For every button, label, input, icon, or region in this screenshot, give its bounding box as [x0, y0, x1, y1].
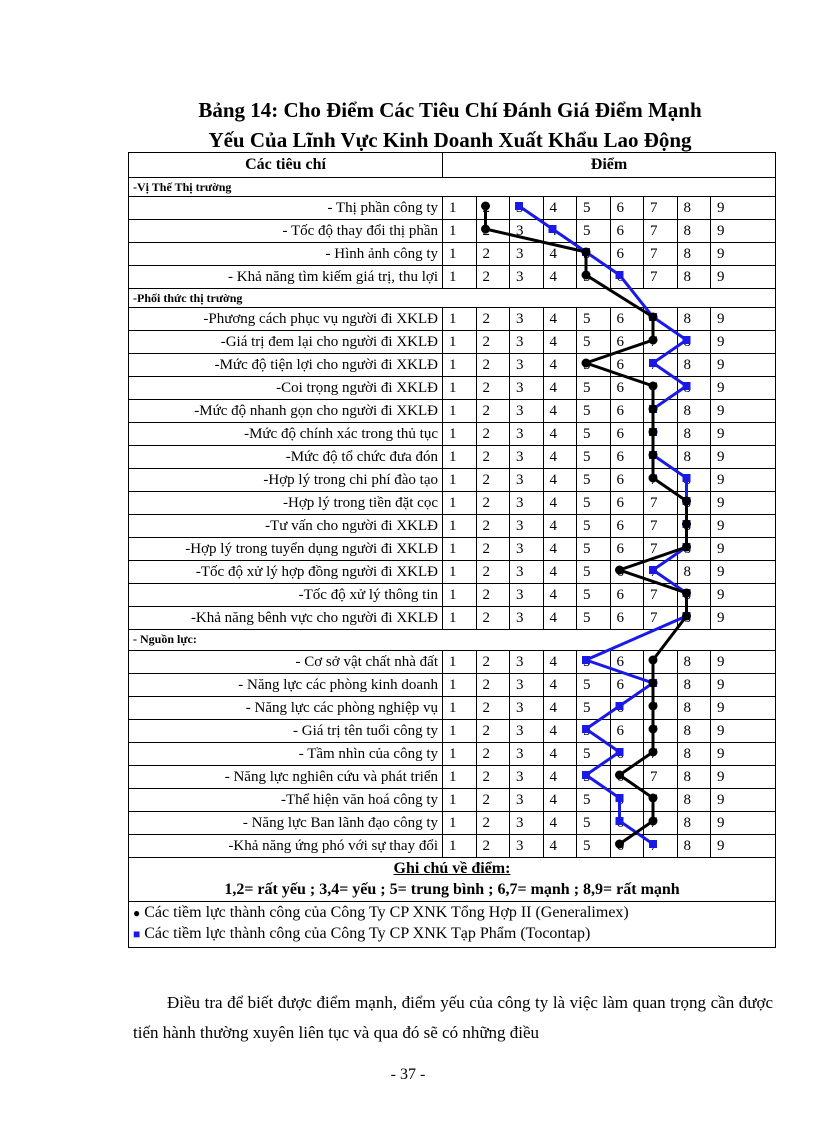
score-cell: 4 [544, 377, 578, 399]
score-cell: 8 [678, 743, 712, 765]
score-cell: 3 [510, 812, 544, 834]
score-cell: 2 [477, 538, 511, 560]
score-cell: 2 [477, 674, 511, 696]
score-cell: 9 [717, 518, 725, 534]
criterion-label: -Mức độ tiện lợi cho người đi XKLĐ [129, 354, 443, 376]
criterion-label: -Hợp lý trong tuyển dụng người đi XKLĐ [129, 538, 443, 560]
score-cell: 7 [644, 515, 678, 537]
score-cell: 8 [678, 835, 712, 857]
score-cell: 3 [510, 469, 544, 491]
score-cell: 5 [577, 469, 611, 491]
generalimex-point [582, 359, 591, 368]
score-cell: 8 [678, 812, 712, 834]
score-cell: 1 [443, 308, 477, 330]
score-cell: 2 [477, 812, 511, 834]
generalimex-point [481, 225, 490, 234]
score-cell: 4 [544, 561, 578, 583]
score-cell: 3 [510, 446, 544, 468]
score-cell: 1 [443, 492, 477, 514]
score-cell: 2 [477, 423, 511, 445]
tocontap-point [582, 656, 590, 664]
score-cell: 5 [577, 377, 611, 399]
generalimex-point [649, 748, 658, 757]
score-cell: 4 [544, 331, 578, 353]
score-cell: 6 [611, 469, 645, 491]
section-title: -Vị Thế Thị trường [129, 177, 775, 196]
score-cell: 8 [678, 354, 712, 376]
score-cell: 8 [678, 400, 712, 422]
score-cell: 6 [611, 308, 645, 330]
score-cell: 2 [477, 266, 511, 288]
criterion-label: -Mức độ tổ chức đưa đón [129, 446, 443, 468]
title-line-1: Bảng 14: Cho Điểm Các Tiêu Chí Đánh Giá Điểm Mạnh [198, 98, 702, 122]
score-cell: 2 [477, 354, 511, 376]
score-cell: 7 [644, 492, 678, 514]
tocontap-point [616, 748, 624, 756]
score-cell: 3 [510, 789, 544, 811]
score-cell: 6 [611, 354, 645, 376]
generalimex-point [649, 817, 658, 826]
tocontap-line [519, 206, 687, 844]
generalimex-point [649, 794, 658, 803]
score-cell: 8 [678, 220, 712, 242]
generalimex-point [649, 405, 658, 414]
score-cell: 1 [443, 651, 477, 673]
score-cell: 2 [477, 492, 511, 514]
score-cell: 1 [443, 835, 477, 857]
score-cell: 9 [717, 334, 725, 350]
score-cell: 6 [611, 243, 645, 265]
score-cell: 9 [717, 587, 725, 603]
tocontap-point [683, 474, 691, 482]
score-cell: 3 [510, 400, 544, 422]
score-cell: 1 [443, 720, 477, 742]
score-cell: 9 [717, 792, 725, 808]
score-cell: 6 [611, 400, 645, 422]
score-cell: 1 [443, 400, 477, 422]
score-cell: 5 [577, 697, 611, 719]
criterion-label: - Tốc độ thay đổi thị phần [129, 220, 443, 242]
score-cell: 3 [510, 243, 544, 265]
score-cell: 9 [717, 357, 725, 373]
score-cell: 3 [510, 674, 544, 696]
score-cell: 1 [443, 423, 477, 445]
generalimex-point [649, 336, 658, 345]
score-cell: 4 [544, 446, 578, 468]
score-cell: 3 [510, 492, 544, 514]
score-cell: 1 [443, 607, 477, 629]
generalimex-point [649, 656, 658, 665]
tocontap-point [549, 225, 557, 233]
score-cell: 7 [644, 220, 678, 242]
generalimex-point [682, 497, 691, 506]
page-number: - 37 - [390, 1066, 426, 1083]
score-cell: 8 [678, 720, 712, 742]
score-cell: 9 [717, 541, 725, 557]
score-cell: 7 [644, 243, 678, 265]
score-cell: 2 [477, 743, 511, 765]
score-cell: 5 [577, 220, 611, 242]
score-cell: 1 [443, 561, 477, 583]
score-cell: 9 [717, 746, 725, 762]
score-cell: 3 [510, 538, 544, 560]
score-cell: 1 [443, 584, 477, 606]
score-cell: 7 [644, 538, 678, 560]
score-cell: 9 [717, 564, 725, 580]
generalimex-point [615, 840, 624, 849]
score-cell: 9 [717, 380, 725, 396]
score-cell: 2 [477, 446, 511, 468]
score-cell: 4 [544, 584, 578, 606]
score-cell: 9 [717, 769, 725, 785]
criterion-label: -Phương cách phục vụ người đi XKLĐ [129, 308, 443, 330]
score-cell: 1 [443, 538, 477, 560]
score-cell: 7 [644, 607, 678, 629]
score-cell: 9 [717, 677, 725, 693]
score-cell: 3 [510, 584, 544, 606]
criterion-label: -Thể hiện văn hoá công ty [129, 789, 443, 811]
square-marker-icon: ■ [133, 927, 141, 941]
generalimex-point [649, 313, 658, 322]
score-cell: 8 [678, 243, 712, 265]
score-cell: 5 [577, 607, 611, 629]
score-cell: 4 [544, 243, 578, 265]
criterion-label: -Hợp lý trong tiền đặt cọc [129, 492, 443, 514]
score-cell: 2 [477, 561, 511, 583]
score-cell: 6 [611, 492, 645, 514]
score-cell: 1 [443, 515, 477, 537]
score-cell: 1 [443, 446, 477, 468]
generalimex-line [486, 206, 687, 844]
score-cell: 1 [443, 697, 477, 719]
score-cell: 9 [717, 838, 725, 854]
generalimex-point [682, 543, 691, 552]
score-cell: 9 [717, 472, 725, 488]
score-cell: 7 [644, 197, 678, 219]
criterion-label: -Tư vấn cho người đi XKLĐ [129, 515, 443, 537]
score-cell: 4 [544, 492, 578, 514]
criterion-label: -Khả năng ứng phó với sự thay đổi [129, 835, 443, 857]
score-cell: 8 [678, 766, 712, 788]
score-cell: 9 [717, 269, 725, 285]
score-cell: 8 [678, 423, 712, 445]
score-cell: 5 [577, 197, 611, 219]
score-cell: 4 [544, 743, 578, 765]
generalimex-point [649, 382, 658, 391]
score-cell: 9 [717, 654, 725, 670]
score-cell: 5 [577, 331, 611, 353]
score-cell: 7 [644, 266, 678, 288]
score-cell: 1 [443, 812, 477, 834]
score-cell: 1 [443, 377, 477, 399]
score-cell: 1 [443, 331, 477, 353]
score-cell: 2 [477, 377, 511, 399]
score-cell: 6 [611, 515, 645, 537]
score-cell: 9 [717, 200, 725, 216]
criteria-header: Các tiêu chí [129, 153, 443, 177]
score-cell: 4 [544, 469, 578, 491]
criterion-label: -Mức độ nhanh gọn cho người đi XKLĐ [129, 400, 443, 422]
criterion-label: -Mức độ chính xác trong thủ tục [129, 423, 443, 445]
criterion-label: - Năng lực các phòng kinh doanh [129, 674, 443, 696]
score-cell: 6 [611, 331, 645, 353]
score-cell: 9 [717, 426, 725, 442]
score-cell: 1 [443, 266, 477, 288]
generalimex-point [649, 451, 658, 460]
score-cell: 2 [477, 243, 511, 265]
score-cell: 9 [717, 223, 725, 239]
score-cell: 9 [717, 723, 725, 739]
score-cell: 4 [544, 607, 578, 629]
generalimex-point [682, 589, 691, 598]
score-cell: 3 [510, 835, 544, 857]
score-cell: 6 [611, 674, 645, 696]
section-title: - Nguồn lực: [129, 629, 775, 650]
criterion-label: - Năng lực Ban lãnh đạo công ty [129, 812, 443, 834]
score-cell: 8 [678, 446, 712, 468]
score-cell: 3 [510, 651, 544, 673]
score-header: Điểm [590, 156, 628, 173]
score-cell: 1 [443, 243, 477, 265]
tocontap-point [616, 271, 624, 279]
score-cell: 3 [510, 423, 544, 445]
score-cell: 6 [611, 423, 645, 445]
score-cell: 3 [510, 266, 544, 288]
score-cell: 2 [477, 720, 511, 742]
score-cell: 1 [443, 789, 477, 811]
score-cell: 2 [477, 515, 511, 537]
score-cell: 1 [443, 743, 477, 765]
score-cell: 3 [510, 561, 544, 583]
score-cell: 2 [477, 469, 511, 491]
score-cell: 5 [577, 400, 611, 422]
tocontap-point [649, 566, 657, 574]
score-cell: 6 [611, 446, 645, 468]
score-cell: 4 [544, 812, 578, 834]
score-cell: 1 [443, 674, 477, 696]
score-cell: 2 [477, 789, 511, 811]
score-cell: 5 [577, 835, 611, 857]
score-cell: 8 [678, 197, 712, 219]
criterion-label: - Thị phần công ty [129, 197, 443, 219]
score-cell: 4 [544, 766, 578, 788]
section-title: -Phối thức thị trường [129, 288, 775, 307]
score-cell: 9 [717, 403, 725, 419]
score-cell: 4 [544, 354, 578, 376]
body-paragraph: Điều tra để biết được điểm mạnh, điểm yếu của công ty là việc làm quan trọng cần được tiến hành thường xuyên liên tục và qua đó sẽ có những điều [133, 993, 773, 1042]
score-cell: 7 [644, 766, 678, 788]
criterion-label: - Giá trị tên tuổi công ty [129, 720, 443, 742]
score-cell: 2 [477, 607, 511, 629]
generalimex-point [649, 474, 658, 483]
note-text: 1,2= rất yếu ; 3,4= yếu ; 5= trung bình ; 6,7= mạnh ; 8,9= rất mạnh [224, 881, 680, 898]
legend-text: Các tiềm lực thành công của Công Ty CP XNK Tạp Phẩm (Tocontap) [144, 925, 591, 942]
score-cell: 9 [717, 610, 725, 626]
criterion-label: -Tốc độ xử lý thông tin [129, 584, 443, 606]
criterion-label: - Hình ảnh công ty [129, 243, 443, 265]
score-cell: 8 [678, 266, 712, 288]
score-cell: 3 [510, 331, 544, 353]
tocontap-point [616, 702, 624, 710]
score-cell: 4 [544, 400, 578, 422]
score-cell: 8 [678, 651, 712, 673]
score-cell: 6 [611, 538, 645, 560]
score-cell: 5 [577, 584, 611, 606]
score-cell: 9 [717, 815, 725, 831]
score-cell: 6 [611, 720, 645, 742]
score-cell: 5 [577, 674, 611, 696]
score-cell: 3 [510, 377, 544, 399]
tocontap-point [683, 336, 691, 344]
score-cell: 3 [510, 220, 544, 242]
score-cell: 4 [544, 538, 578, 560]
score-cell: 9 [717, 495, 725, 511]
score-cell: 3 [510, 697, 544, 719]
score-cell: 1 [443, 469, 477, 491]
generalimex-point [649, 702, 658, 711]
score-cell: 8 [678, 697, 712, 719]
score-cell: 3 [510, 766, 544, 788]
score-cell: 5 [577, 423, 611, 445]
tocontap-point [582, 725, 590, 733]
score-cell: 4 [544, 266, 578, 288]
generalimex-point [615, 566, 624, 575]
score-cell: 4 [544, 674, 578, 696]
score-cell: 6 [611, 220, 645, 242]
generalimex-point [649, 725, 658, 734]
score-cell: 4 [544, 789, 578, 811]
score-cell: 8 [678, 308, 712, 330]
criterion-label: -Khả năng bênh vực cho người đi XKLĐ [129, 607, 443, 629]
criterion-label: - Khả năng tìm kiếm giá trị, thu lợi [129, 266, 443, 288]
tocontap-point [616, 817, 624, 825]
tocontap-point [616, 794, 624, 802]
generalimex-point [649, 679, 658, 688]
criterion-label: -Giá trị đem lại cho người đi XKLĐ [129, 331, 443, 353]
score-cell: 9 [717, 700, 725, 716]
score-cell: 9 [717, 449, 725, 465]
generalimex-point [481, 202, 490, 211]
score-cell: 2 [477, 308, 511, 330]
score-cell: 9 [717, 246, 725, 262]
score-cell: 5 [577, 446, 611, 468]
score-cell: 4 [544, 197, 578, 219]
circle-marker-icon: ● [133, 906, 141, 920]
generalimex-point [682, 612, 691, 621]
score-cell: 5 [577, 743, 611, 765]
score-cell: 8 [678, 561, 712, 583]
score-cell: 2 [477, 766, 511, 788]
score-cell: 7 [644, 584, 678, 606]
tocontap-point [582, 771, 590, 779]
legend-text: Các tiềm lực thành công của Công Ty CP XNK Tổng Hợp II (Generalimex) [144, 904, 629, 921]
score-cell: 1 [443, 220, 477, 242]
score-cell: 4 [544, 423, 578, 445]
score-cell: 4 [544, 835, 578, 857]
score-cell: 6 [611, 197, 645, 219]
generalimex-point [582, 271, 591, 280]
score-cell: 5 [577, 308, 611, 330]
score-cell: 4 [544, 720, 578, 742]
score-cell: 1 [443, 354, 477, 376]
score-cell: 3 [510, 515, 544, 537]
generalimex-point [649, 428, 658, 437]
generalimex-point [682, 520, 691, 529]
criterion-label: -Tốc độ xử lý hợp đồng người đi XKLĐ [129, 561, 443, 583]
score-cell: 4 [544, 515, 578, 537]
score-cell: 6 [611, 377, 645, 399]
score-cell: 5 [577, 515, 611, 537]
score-cell: 4 [544, 308, 578, 330]
generalimex-point [615, 771, 624, 780]
criterion-label: - Tầm nhìn của công ty [129, 743, 443, 765]
title-line-2: Yếu Của Lĩnh Vực Kinh Doanh Xuất Khẩu Lao Động [208, 128, 692, 152]
score-cell: 3 [510, 308, 544, 330]
score-cell: 2 [477, 835, 511, 857]
score-cell: 5 [577, 492, 611, 514]
criterion-label: - Năng lực nghiên cứu và phát triển [129, 766, 443, 788]
note-title: Ghi chú về điểm: [129, 857, 775, 880]
score-cell: 3 [510, 607, 544, 629]
score-cell: 1 [443, 197, 477, 219]
score-cell: 2 [477, 651, 511, 673]
criterion-label: -Hợp lý trong chi phí đào tạo [129, 469, 443, 491]
score-cell: 5 [577, 561, 611, 583]
score-cell: 8 [678, 674, 712, 696]
score-cell: 3 [510, 743, 544, 765]
tocontap-point [515, 202, 523, 210]
score-cell: 5 [577, 538, 611, 560]
generalimex-point [582, 248, 591, 257]
score-cell: 2 [477, 697, 511, 719]
score-cell: 5 [577, 812, 611, 834]
score-cell: 5 [577, 789, 611, 811]
criterion-label: - Năng lực các phòng nghiệp vụ [129, 697, 443, 719]
score-cell: 4 [544, 651, 578, 673]
score-cell: 6 [611, 584, 645, 606]
score-cell: 3 [510, 720, 544, 742]
criterion-label: -Coi trọng người đi XKLĐ [129, 377, 443, 399]
score-cell: 9 [717, 311, 725, 327]
score-cell: 6 [611, 607, 645, 629]
score-cell: 6 [611, 651, 645, 673]
tocontap-point [649, 840, 657, 848]
score-cell: 3 [510, 354, 544, 376]
tocontap-point [683, 382, 691, 390]
score-cell: 4 [544, 697, 578, 719]
score-cell: 8 [678, 789, 712, 811]
criterion-label: - Cơ sở vật chất nhà đất [129, 651, 443, 673]
score-cell: 2 [477, 584, 511, 606]
score-cell: 2 [477, 400, 511, 422]
score-cell: 2 [477, 331, 511, 353]
score-cell: 1 [443, 766, 477, 788]
tocontap-point [649, 359, 657, 367]
